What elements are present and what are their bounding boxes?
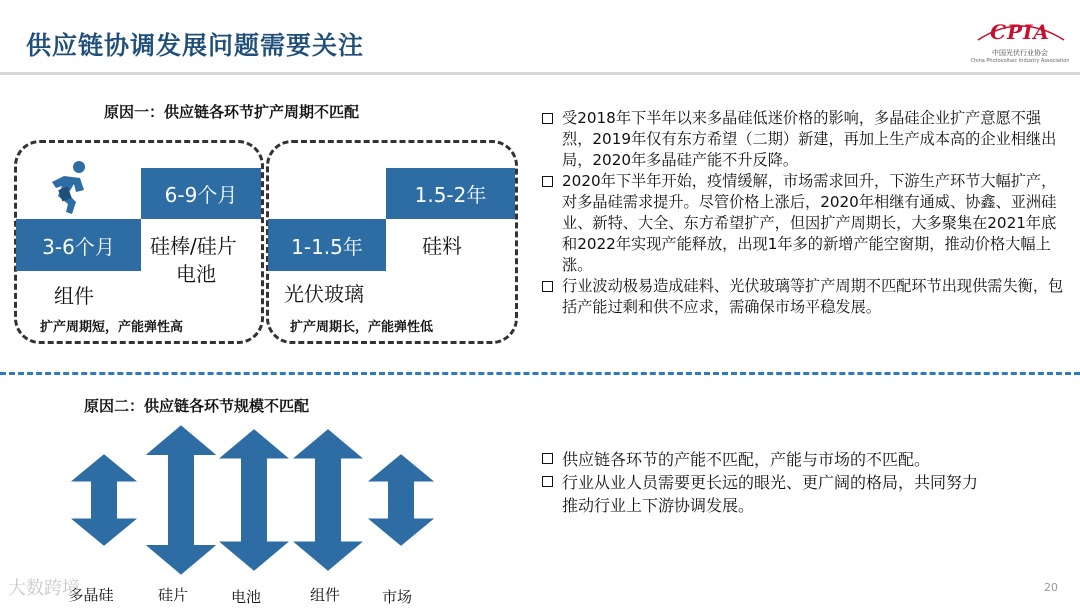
glass-period-bar: 1-1.5年 [268,219,386,271]
logo-subtitle: 中国光伏行业协会 [992,49,1048,57]
bullet-item: 受2018年下半年以来多晶硅低迷价格的影响，多晶硅企业扩产意愿不强烈，2019年仅有东方希望（二期）新建，再加上生产成本高的企业相继出局，2020年多晶硅产能不升反降。 [540,108,1068,171]
component-period-bar: 3-6个月 [16,219,141,271]
glass-label: 光伏玻璃 [284,282,364,306]
arrow-label-module: 组件 [309,586,340,604]
section-divider [0,372,1080,375]
checkbox-bullet-icon [542,113,553,124]
bullet-item: 供应链各环节的产能不匹配，产能与市场的不匹配。 [540,448,980,471]
rod-label-line1: 硅棒/硅片 [150,234,237,258]
arrow-label-wafer: 硅片 [157,586,188,604]
section2-heading: 原因二：供应链各环节规模不匹配 [84,397,310,415]
checkbox-bullet-icon [542,453,553,464]
arrow-label-market: 市场 [381,588,412,606]
arrow-label-polysilicon: 多晶硅 [68,586,114,604]
long-cycle-caption: 扩产周期长，产能弹性低 [290,320,434,335]
short-cycle-caption: 扩产周期短，产能弹性高 [40,320,184,335]
double-arrow-icon [365,453,437,547]
bullet-item: 行业从业人员需要更长远的眼光、更广阔的格局，共同努力推动行业上下游协调发展。 [540,471,980,517]
double-arrow-icon [290,428,365,572]
double-arrow-icon [216,428,291,572]
silicon-label: 硅料 [422,234,462,258]
running-person-icon [46,160,98,216]
rod-period-bar: 6-9个月 [141,168,261,219]
title-divider [0,72,1080,75]
watermark: 大数跨境 [8,578,80,599]
checkbox-bullet-icon [542,281,553,292]
section1-heading: 原因一：供应链各环节扩产周期不匹配 [104,103,360,121]
double-arrow-icon [143,424,219,576]
silicon-period-bar: 1.5-2年 [386,168,515,219]
logo-text: CPIA [990,20,1050,44]
bullet-item: 行业波动极易造成硅料、光伏玻璃等扩产周期不匹配环节出现供需失衡，包括产能过剩和供不应求，需确保市场平稳发展。 [540,276,1068,318]
section2-bullets [540,448,980,517]
checkbox-bullet-icon [542,176,553,187]
scale-arrows [56,420,456,580]
component-label: 组件 [54,284,94,308]
cpia-logo [968,14,1072,66]
logo-subtitle-en: China Photovoltaic Industry Association [970,58,1070,64]
section1-bullets [540,108,1068,318]
checkbox-bullet-icon [542,476,553,487]
page-title: 供应链协调发展问题需要关注 [26,31,365,60]
bullet-item: 2020年下半年开始，疫情缓解，市场需求回升，下游生产环节大幅扩产，对多晶硅需求提升。尽管价格上涨后，2020年相继有通威、协鑫、亚洲硅业、新特、大全、东方希望扩产，但因扩产周期长，大多聚集在2021年底和2022年实现产能释放，出现1年多的新增产能空窗期，推动价格大幅上涨。 [540,171,1068,276]
double-arrow-icon [68,453,140,547]
arrow-label-cell: 电池 [230,588,261,606]
rod-label-line2: 电池 [176,262,216,286]
page-number: 20 [1044,581,1058,594]
